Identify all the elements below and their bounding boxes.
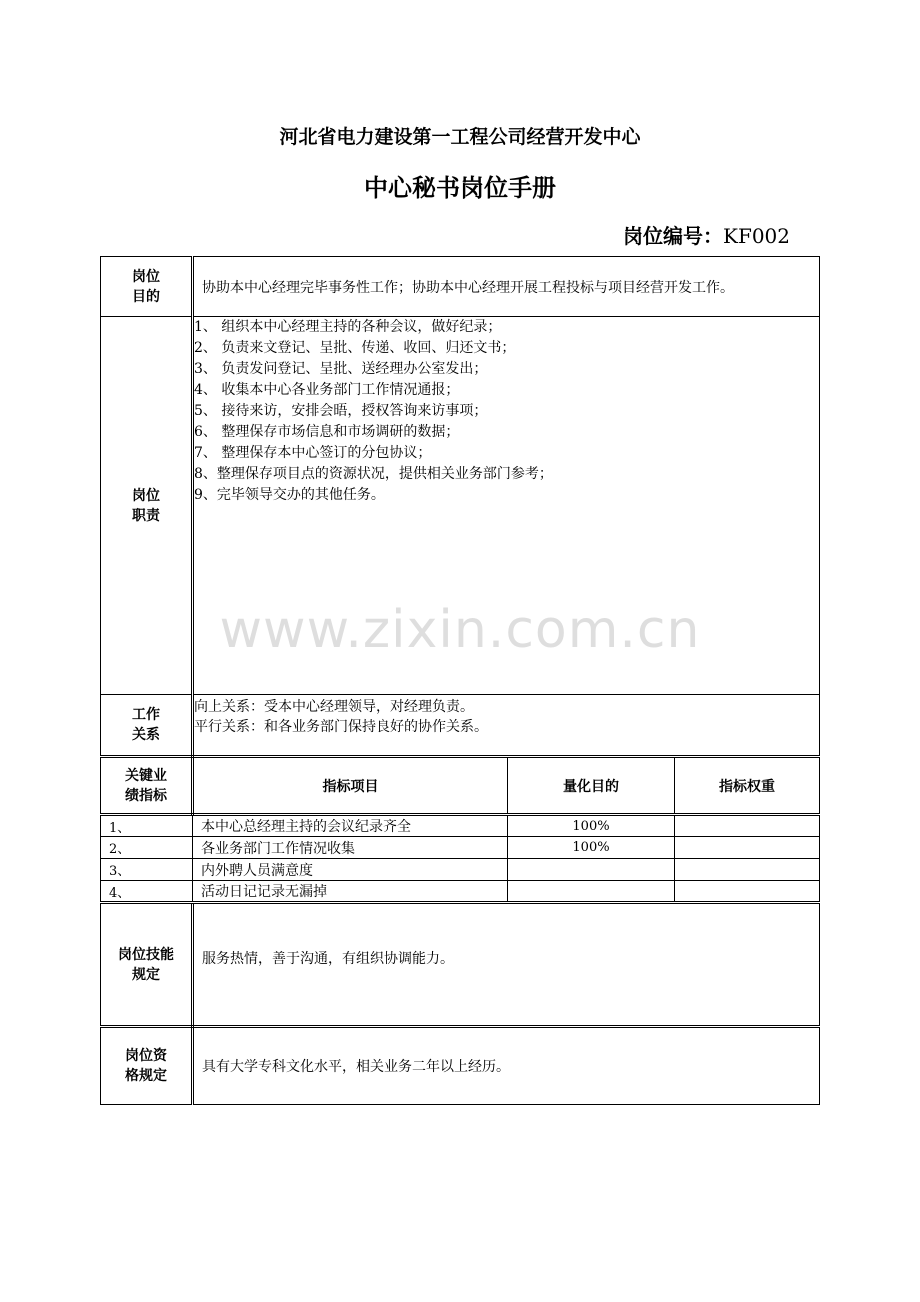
kpi-col-weight: 指标权重 bbox=[675, 757, 820, 815]
kpi-weight bbox=[675, 815, 820, 837]
table-row bbox=[101, 837, 820, 859]
upward-relation: 向上关系：受本中心经理领导，对经理负责。 bbox=[194, 699, 474, 715]
kpi-name: 各业务部门工作情况收集 bbox=[193, 837, 508, 859]
skills-row bbox=[101, 903, 820, 1027]
purpose-label: 岗位 目的 bbox=[101, 257, 193, 317]
duty-item: 1、 组织本中心经理主持的各种会议，做好纪录； bbox=[194, 319, 502, 335]
qualification-row bbox=[101, 1027, 820, 1105]
duties-label: 岗位 职责 bbox=[101, 317, 193, 695]
kpi-no: 1、 bbox=[101, 815, 193, 837]
organization-name: 河北省电力建设第一工程公司经营开发中心 bbox=[279, 126, 641, 148]
position-code-label: 岗位编号： bbox=[623, 224, 723, 248]
kpi-label: 关键业 绩指标 bbox=[101, 757, 193, 815]
kpi-weight bbox=[675, 859, 820, 881]
kpi-name: 活动日记记录无漏掉 bbox=[193, 881, 508, 903]
kpi-target bbox=[508, 881, 675, 903]
duty-item: 8、整理保存项目点的资源状况，提供相关业务部门参考； bbox=[194, 466, 553, 482]
kpi-target: 100% bbox=[508, 815, 675, 837]
kpi-header-row bbox=[101, 757, 820, 815]
kpi-name: 内外聘人员满意度 bbox=[193, 859, 508, 881]
kpi-target bbox=[508, 859, 675, 881]
kpi-no: 2、 bbox=[101, 837, 193, 859]
relations-label: 工作 关系 bbox=[101, 695, 193, 757]
parallel-relation: 平行关系：和各业务部门保持良好的协作关系。 bbox=[194, 719, 488, 735]
skills-text: 服务热情，善于沟通，有组织协调能力。 bbox=[193, 903, 820, 1027]
duty-item: 9、完毕领导交办的其他任务。 bbox=[194, 487, 385, 503]
kpi-no: 3、 bbox=[101, 859, 193, 881]
kpi-no: 4、 bbox=[101, 881, 193, 903]
watermark: www.zixin.com.cn bbox=[219, 600, 701, 660]
duty-item: 7、 整理保存本中心签订的分包协议； bbox=[194, 445, 432, 461]
job-manual-table bbox=[100, 256, 820, 1105]
kpi-col-item: 指标项目 bbox=[193, 757, 508, 815]
duty-item: 4、 收集本中心各业务部门工作情况通报； bbox=[194, 382, 460, 398]
purpose-row bbox=[101, 257, 820, 317]
kpi-weight bbox=[675, 837, 820, 859]
kpi-target: 100% bbox=[508, 837, 675, 859]
position-code-value: KF002 bbox=[723, 224, 790, 248]
document-title: 中心秘书岗位手册 bbox=[364, 174, 556, 202]
duty-item: 5、 接待来访，安排会晤，授权答询来访事项； bbox=[194, 403, 488, 419]
duty-item: 6、 整理保存市场信息和市场调研的数据； bbox=[194, 424, 460, 440]
table-row bbox=[101, 881, 820, 903]
purpose-text: 协助本中心经理完毕事务性工作；协助本中心经理开展工程投标与项目经营开发工作。 bbox=[193, 257, 820, 317]
skills-label: 岗位技能 规定 bbox=[101, 903, 193, 1027]
duty-item: 2、 负责来文登记、呈批、传递、收回、归还文书； bbox=[194, 340, 516, 356]
kpi-name: 本中心总经理主持的会议纪录齐全 bbox=[193, 815, 508, 837]
table-row bbox=[101, 815, 820, 837]
qualification-label: 岗位资 格规定 bbox=[101, 1027, 193, 1105]
relations-row bbox=[101, 695, 820, 757]
relations-text bbox=[193, 695, 820, 757]
position-code bbox=[600, 220, 790, 249]
kpi-weight bbox=[675, 881, 820, 903]
kpi-col-target: 量化目的 bbox=[508, 757, 675, 815]
duties-list bbox=[193, 317, 820, 695]
duty-item: 3、 负责发问登记、呈批、送经理办公室发出； bbox=[194, 361, 488, 377]
table-row bbox=[101, 859, 820, 881]
qualification-text: 具有大学专科文化水平，相关业务二年以上经历。 bbox=[193, 1027, 820, 1105]
duties-row bbox=[101, 317, 820, 695]
